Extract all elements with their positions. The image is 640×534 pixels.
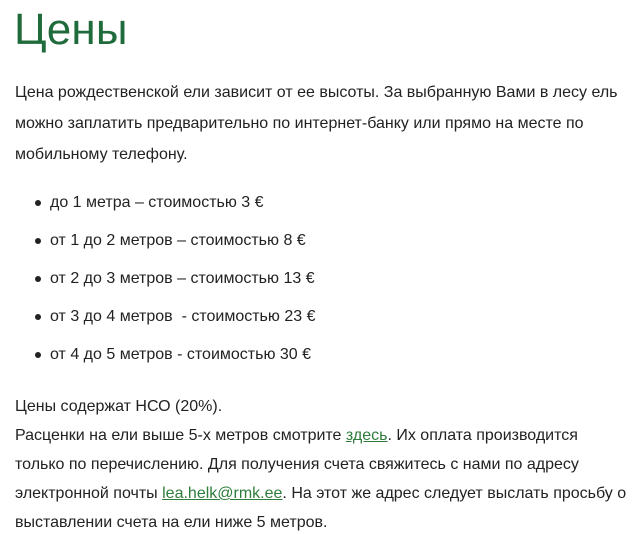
- price-list-item: от 1 до 2 метров – стоимостью 8 €: [15, 222, 615, 260]
- taller-trees-text-1: Расценки на ели выше 5-х метров смотрите: [15, 427, 346, 444]
- price-list: [15, 184, 615, 374]
- page-title: Цены: [14, 5, 128, 54]
- pricing-notes: [15, 392, 630, 534]
- taller-trees-paragraph: [15, 421, 630, 534]
- price-list-item: до 1 метра – стоимостью 3 €: [15, 184, 615, 222]
- intro-paragraph: Цена рождественской ели зависит от ее высоты. За выбранную Вами в лесу ель можно заплатить предварительно по интернет-банку или прямо на месте по мобильному телефону.: [15, 84, 618, 163]
- taller-trees-text-3: . На этот же адрес следует выслать просьбу о выставлении счета на ели ниже 5 метров.: [15, 485, 627, 531]
- contact-email-link[interactable]: lea.helk@rmk.ee: [162, 485, 283, 502]
- taller-trees-prices-link[interactable]: здесь: [345, 427, 388, 444]
- price-list-item: от 3 до 4 метров - стоимостью 23 €: [15, 298, 615, 336]
- price-list-item: от 4 до 5 метров - стоимостью 30 €: [15, 336, 615, 374]
- price-list-item: от 2 до 3 метров – стоимостью 13 €: [15, 260, 615, 298]
- taller-trees-text-2: . Их оплата производится только по перечислению. Для получения счета свяжитесь с нами по адресу электронной почты: [15, 427, 579, 502]
- vat-note: Цены содержат НСО (20%).: [15, 398, 223, 415]
